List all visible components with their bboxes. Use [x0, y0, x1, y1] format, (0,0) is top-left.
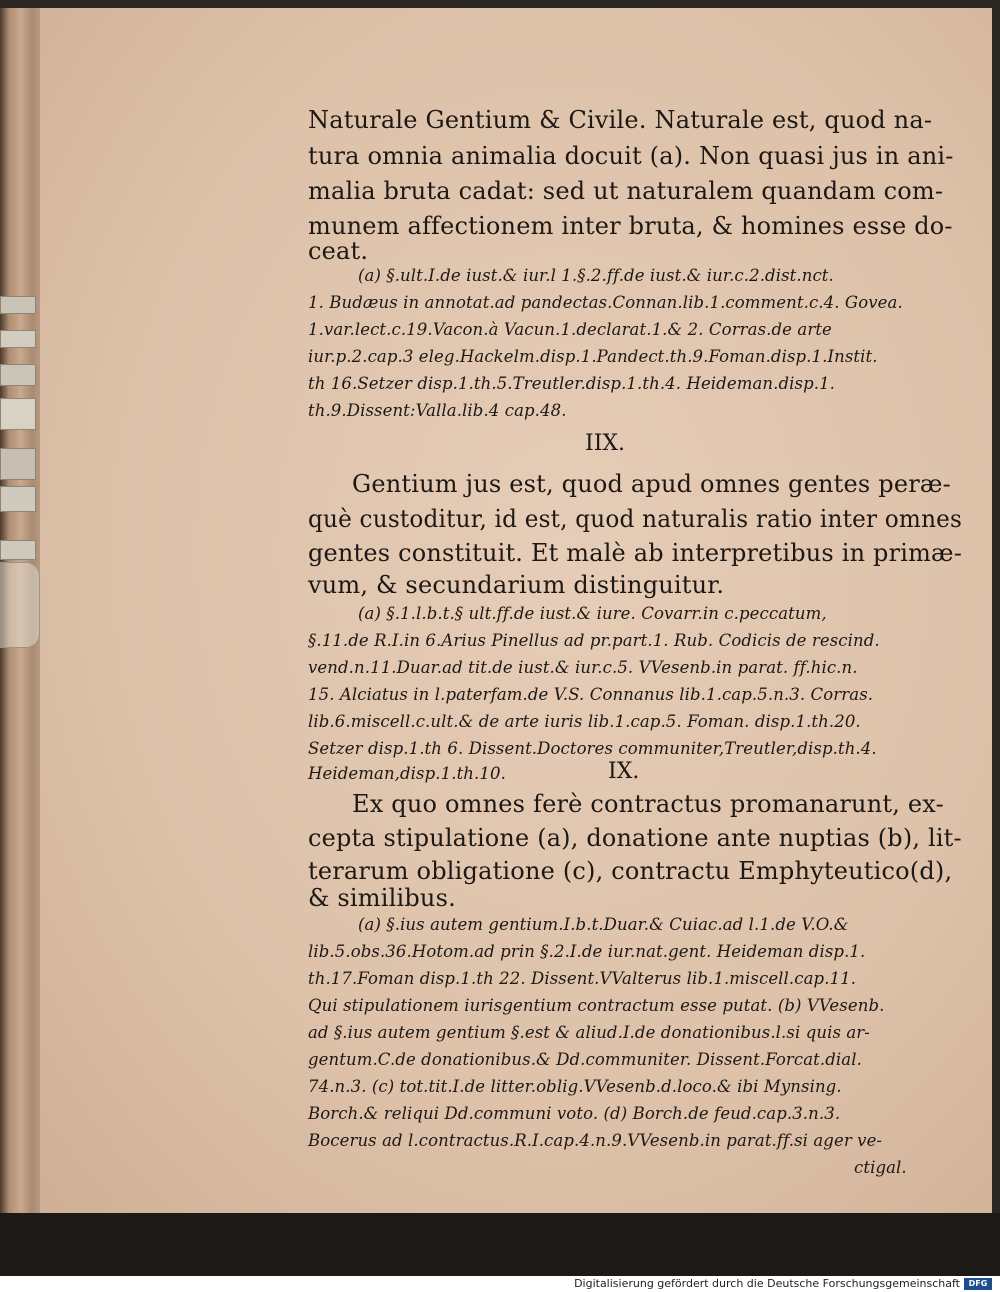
text-line: ceat. — [308, 237, 369, 265]
footnote-line: vend.n.11.Duar.ad tit.de iust.& iur.c.5. VVesenb.in parat. ff.hic.n. — [308, 658, 858, 677]
index-tab — [0, 448, 36, 480]
text-line: cepta stipulatione (a), donatione ante nuptias (b), lit- — [308, 824, 962, 852]
footnote-line: lib.6.miscell.c.ult.& de arte iuris lib.1.cap.5. Foman. disp.1.th.20. — [308, 712, 861, 731]
footnote-line: ad §.ius autem gentium §.est & aliud.I.de donationibus.l.si quis ar- — [308, 1023, 870, 1042]
text-line: Gentium jus est, quod apud omnes gentes peræ- — [352, 470, 951, 498]
text-line: Ex quo omnes ferè contractus promanarunt, ex- — [352, 790, 944, 818]
index-tab — [0, 540, 36, 560]
footnote-line: (a) §.1.l.b.t.§ ult.ff.de iust.& iure. Covarr.in c.peccatum, — [358, 604, 827, 623]
footnote-line: ctigal. — [854, 1158, 907, 1177]
footnote-line: 1.var.lect.c.19.Vacon.à Vacun.1.declarat.1.& 2. Corras.de arte — [308, 320, 832, 339]
footnote-line: th.17.Foman disp.1.th 22. Dissent.VValterus lib.1.miscell.cap.11. — [308, 969, 857, 988]
text-line: tura omnia animalia docuit (a). Non quasi jus in ani- — [308, 142, 954, 170]
scanner-background — [0, 1213, 1000, 1276]
footnote-line: Bocerus ad l.contractus.R.I.cap.4.n.9.VVesenb.in parat.ff.si ager ve- — [308, 1131, 883, 1150]
footnote-line: (a) §.ult.I.de iust.& iur.l 1.§.2.ff.de iust.& iur.c.2.dist.nct. — [358, 266, 834, 285]
section-heading: IX. — [608, 759, 640, 784]
index-tab — [0, 330, 36, 348]
footnote-line: gentum.C.de donationibus.& Dd.communiter. Dissent.Forcat.dial. — [308, 1050, 862, 1069]
text-line: vum, & secundarium distinguitur. — [308, 571, 725, 599]
index-tab — [0, 364, 36, 386]
funding-credit: Digitalisierung gefördert durch die Deutsche Forschungsgemeinschaft — [574, 1277, 960, 1290]
text-line: terarum obligatione (c), contractu Emphyteutico(d), — [308, 857, 953, 885]
footnote-line: 74.n.3. (c) tot.tit.I.de litter.oblig.VVesenb.d.loco.& ibi Mynsing. — [308, 1077, 842, 1096]
footnote-line: §.11.de R.I.in 6.Arius Pinellus ad pr.part.1. Rub. Codicis de rescind. — [308, 631, 880, 650]
page-clip — [0, 562, 40, 648]
footnote-line: 1. Budæus in annotat.ad pandectas.Connan.lib.1.comment.c.4. Govea. — [308, 293, 903, 312]
text-line: malia bruta cadat: sed ut naturalem quandam com- — [308, 177, 944, 205]
text-line: Naturale Gentium & Civile. Naturale est, quod na- — [308, 106, 933, 134]
book-page — [40, 8, 992, 1213]
footnote-line: Borch.& reliqui Dd.communi voto. (d) Borch.de feud.cap.3.n.3. — [308, 1104, 841, 1123]
index-tab — [0, 486, 36, 512]
section-heading: IIX. — [585, 431, 626, 456]
index-tab — [0, 398, 36, 430]
footnote-line: (a) §.ius autem gentium.I.b.t.Duar.& Cuiac.ad l.1.de V.O.& — [358, 915, 849, 934]
footnote-line: Heideman,disp.1.th.10. — [308, 764, 506, 783]
footnote-line: th 16.Setzer disp.1.th.5.Treutler.disp.1.th.4. Heideman.disp.1. — [308, 374, 836, 393]
text-line: munem affectionem inter bruta, & homines esse do- — [308, 212, 953, 240]
text-line: gentes constituit. Et malè ab interpretibus in primæ- — [308, 539, 963, 567]
footnote-line: th.9.Dissent:Valla.lib.4 cap.48. — [308, 401, 567, 420]
footnote-line: Qui stipulationem iurisgentium contractum esse putat. (b) VVesenb. — [308, 996, 885, 1015]
dfg-logo-icon: DFG — [964, 1278, 992, 1290]
footnote-line: lib.5.obs.36.Hotom.ad prin §.2.I.de iur.nat.gent. Heideman disp.1. — [308, 942, 866, 961]
text-line: què custoditur, id est, quod naturalis ratio inter omnes — [308, 505, 963, 533]
footnote-line: Setzer disp.1.th 6. Dissent.Doctores communiter,Treutler,disp.th.4. — [308, 739, 877, 758]
footnote-line: 15. Alciatus in l.paterfam.de V.S. Connanus lib.1.cap.5.n.3. Corras. — [308, 685, 874, 704]
funding-footer — [0, 1276, 1000, 1292]
footnote-line: iur.p.2.cap.3 eleg.Hackelm.disp.1.Pandect.th.9.Foman.disp.1.Instit. — [308, 347, 878, 366]
index-tab — [0, 296, 36, 314]
text-line: & similibus. — [308, 884, 456, 912]
